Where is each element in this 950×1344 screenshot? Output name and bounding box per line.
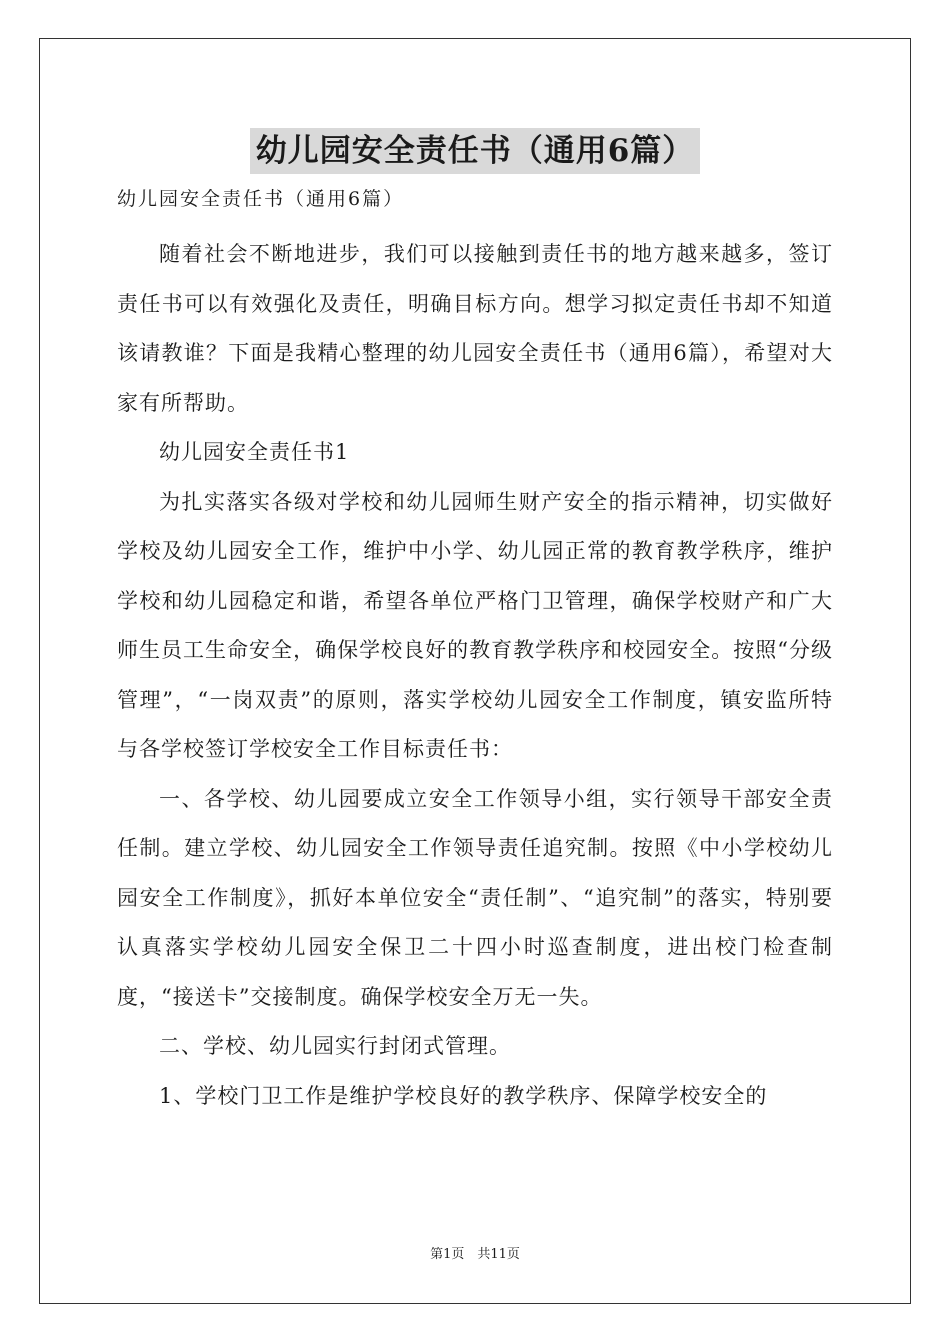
body-paragraph: 1、学校门卫工作是维护学校良好的教学秩序、保障学校安全的 [159,1083,768,1108]
section-heading: 幼儿园安全责任书1 [159,440,350,464]
document-title: 幼儿园安全责任书（通用6篇） [250,128,701,174]
page-footer: 第1页 共11页 [430,1247,520,1262]
document-body [117,230,833,1121]
body-paragraph: 二、学校、幼儿园实行封闭式管理。 [159,1034,511,1058]
body-paragraph: 为扎实落实各级对学校和幼儿园师生财产安全的指示精神，切实做好学校及幼儿园安全工作，维护中小学、幼儿园正常的教育教学秩序，维护学校和幼儿园稳定和谐，希望各单位严格门卫管理，确保学校财产和广大师生员工生命安全，确保学校良好的教育教学秩序和校园安全。按照“分级管理”，“一岗双责”的原则，落实学校幼儿园安全工作制度，镇安监所特与各学校签订学校安全工作目标责任书： [117,489,833,761]
title-area [0,128,950,174]
body-paragraph: 一、各学校、幼儿园要成立安全工作领导小组，实行领导干部安全责任制。建立学校、幼儿园安全工作领导责任追究制。按照《中小学校幼儿园安全工作制度》，抓好本单位安全“责任制”、“追究制”的落实，特别要认真落实学校幼儿园安全保卫二十四小时巡查制度，进出校门检查制度，“接送卡”交接制度。确保学校安全万无一失。 [117,786,833,1009]
intro-paragraph: 随着社会不断地进步，我们可以接触到责任书的地方越来越多，签订责任书可以有效强化及责任，明确目标方向。想学习拟定责任书却不知道该请教谁？下面是我精心整理的幼儿园安全责任书（通用6篇），希望对大家有所帮助。 [117,242,833,415]
document-subtitle: 幼儿园安全责任书（通用6篇） [117,188,405,210]
